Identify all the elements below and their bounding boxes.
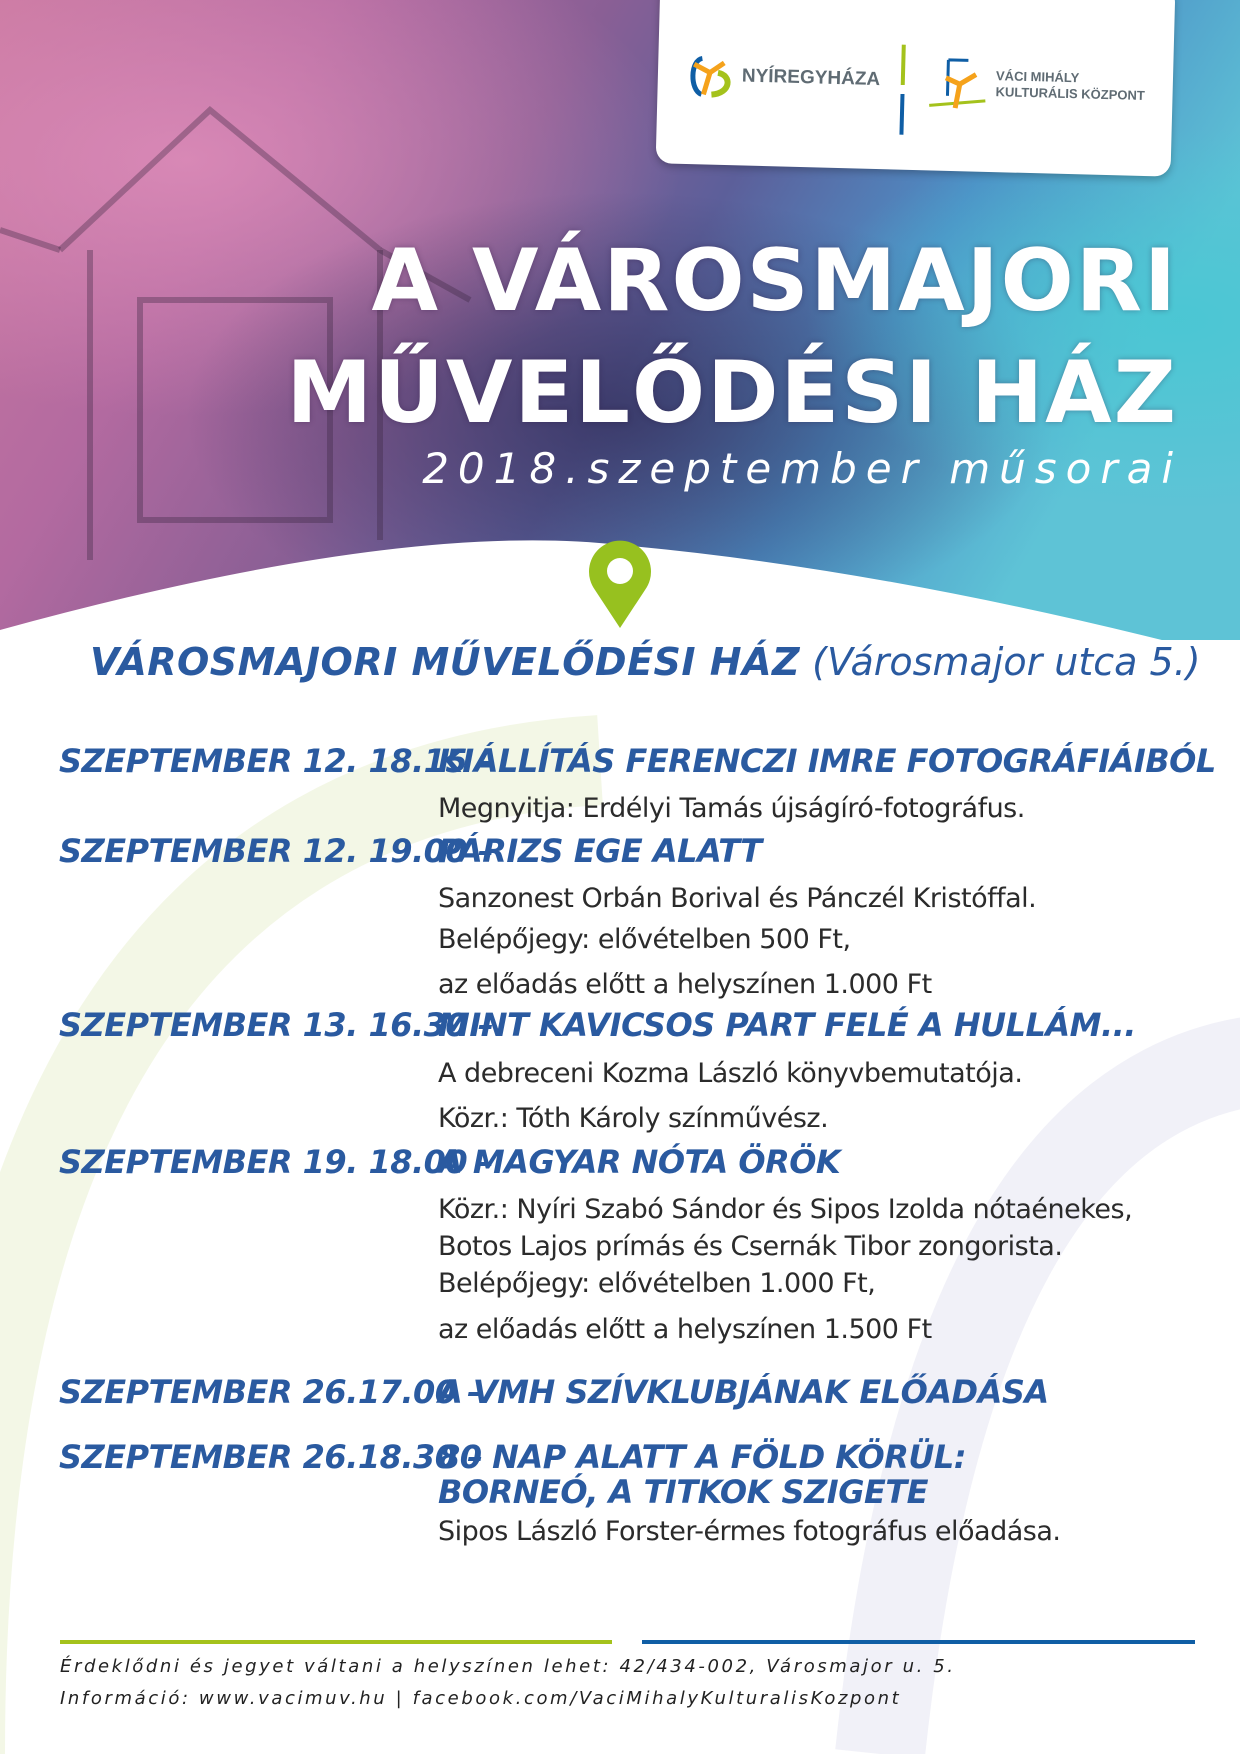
- nyiregyhaza-emblem-icon: [687, 52, 736, 99]
- vmkk-emblem-icon: [927, 55, 988, 111]
- nyiregyhaza-logo-text: NYÍREGYHÁZA: [741, 65, 881, 91]
- footer-info: Információ: www.vacimuv.hu | facebook.com/VaciMihalyKulturalisKozpont: [60, 1688, 902, 1709]
- event-date: SZEPTEMBER 26.17.00 –: [59, 1373, 483, 1411]
- event-title: A VMH SZÍVKLUBJÁNAK ELŐADÁSA: [438, 1373, 1049, 1411]
- event-detail: A debreceni Kozma László könyvbemutatója.: [438, 1058, 1023, 1089]
- event-date: SZEPTEMBER 13. 16.30 –: [59, 1006, 494, 1044]
- event-title: MINT KAVICSOS PART FELÉ A HULLÁM...: [438, 1006, 1136, 1044]
- map-pin-icon: [587, 540, 653, 630]
- venue-heading: [90, 640, 1201, 684]
- event-date: SZEPTEMBER 26.18.30 –: [59, 1438, 483, 1476]
- footer-rule-green: [60, 1640, 612, 1644]
- event-title: PÁRIZS EGE ALATT: [438, 832, 762, 870]
- event-date: SZEPTEMBER 19. 18.00 –: [59, 1143, 494, 1181]
- nyiregyhaza-logo: [687, 52, 880, 103]
- event-detail: Sipos László Forster-érmes fotográfus előadása.: [438, 1516, 1061, 1547]
- logo-divider: [899, 45, 905, 135]
- event-detail: Belépőjegy: elővételben 1.000 Ft,: [438, 1268, 876, 1299]
- footer-rule-blue: [642, 1640, 1195, 1644]
- event-title: KIÁLLÍTÁS FERENCZI IMRE FOTOGRÁFIÁIBÓL: [438, 742, 1216, 780]
- event-title: 80 NAP ALATT A FÖLD KÖRÜL:: [438, 1438, 967, 1476]
- event-title: A MAGYAR NÓTA ÖRÖK: [438, 1143, 841, 1181]
- event-detail: Közr.: Nyíri Szabó Sándor és Sipos Izolda nótaénekes,: [438, 1194, 1133, 1225]
- footer-contact: Érdeklődni és jegyet váltani a helyszínen lehet: 42/434-002, Városmajor u. 5.: [60, 1656, 956, 1677]
- title-line-1: A VÁROSMAJORI: [371, 231, 1178, 331]
- event-date: SZEPTEMBER 12. 18.15 –: [59, 742, 494, 780]
- event-detail: Sanzonest Orbán Borival és Pánczél Kristóffal.: [438, 883, 1037, 914]
- title-line-2: MŰVELŐDÉSI HÁZ: [286, 343, 1178, 443]
- event-detail: az előadás előtt a helyszínen 1.000 Ft: [438, 969, 932, 1000]
- event-detail: Belépőjegy: elővételben 500 Ft,: [438, 924, 851, 955]
- event-date: SZEPTEMBER 12. 19.00 –: [59, 832, 494, 870]
- event-detail: Megnyitja: Erdélyi Tamás újságíró-fotográfus.: [438, 793, 1025, 824]
- vmkk-logo-line1: VÁCI MIHÁLY: [995, 68, 1080, 86]
- subtitle: 2018.szeptember műsorai: [422, 444, 1182, 493]
- event-detail: Közr.: Tóth Károly színművész.: [438, 1103, 829, 1134]
- vmkk-logo: [927, 55, 1146, 115]
- event-title: BORNEÓ, A TITKOK SZIGETE: [438, 1473, 928, 1511]
- event-detail: Botos Lajos prímás és Csernák Tibor zongorista.: [438, 1231, 1063, 1262]
- venue-name: VÁROSMAJORI MŰVELŐDÉSI HÁZ: [90, 640, 801, 684]
- logo-card: [656, 0, 1176, 177]
- venue-address: (Városmajor utca 5.): [812, 640, 1201, 684]
- vmkk-logo-line2: KULTURÁLIS KÖZPONT: [995, 84, 1145, 104]
- event-detail: az előadás előtt a helyszínen 1.500 Ft: [438, 1314, 932, 1345]
